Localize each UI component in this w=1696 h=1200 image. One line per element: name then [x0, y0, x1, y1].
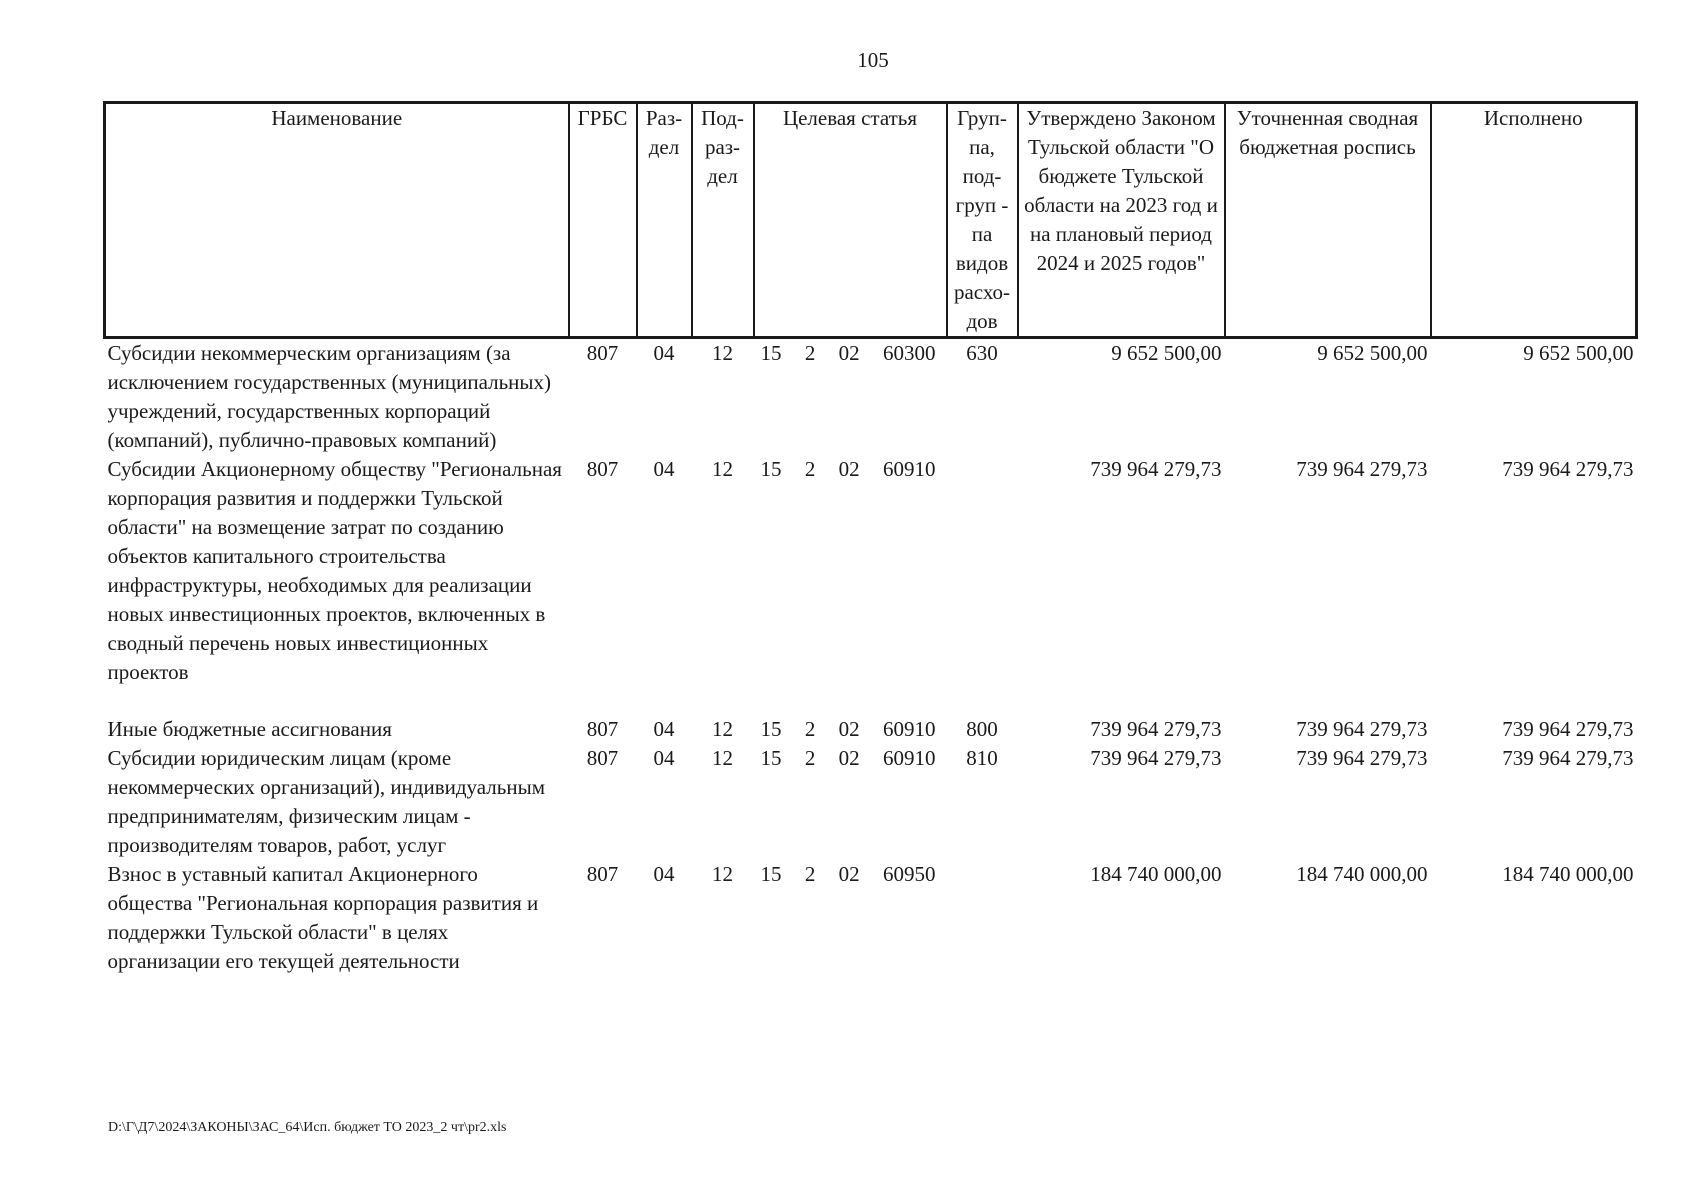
row-grbs: 807	[586, 717, 619, 741]
row-approved: 9 652 500,00	[1111, 341, 1222, 365]
row-target-article	[754, 744, 947, 860]
row-target-article	[754, 455, 947, 687]
header-grbs: ГРБС	[569, 103, 637, 338]
target-article-cs3: 02	[838, 746, 860, 770]
table-row	[105, 687, 1637, 744]
row-group	[947, 860, 1018, 976]
target-article-cs2: 2	[804, 746, 816, 770]
row-executed: 739 964 279,73	[1502, 746, 1634, 770]
file-path-footer: D:\Г\Д7\2024\ЗАКОНЫ\ЗАС_64\Исп. бюджет ТО 2023_2 чт\pr2.xls	[108, 1120, 507, 1135]
row-podrazdel: 12	[712, 862, 733, 886]
table-row	[105, 338, 1637, 456]
target-article-cs4: 60950	[882, 862, 936, 886]
target-article-cs2: 2	[804, 341, 816, 365]
row-refined: 739 964 279,73	[1296, 717, 1428, 741]
row-grbs: 807	[586, 746, 619, 770]
header-approved: Утверждено Законом Тульской области "О бюджете Тульской области на 2023 год и на плановый период 2024 и 2025 годов"	[1018, 103, 1225, 338]
target-article-cs1: 15	[760, 457, 782, 481]
row-target-article	[754, 338, 947, 456]
row-razdel: 04	[653, 862, 675, 886]
table-body	[105, 338, 1637, 977]
page-number: 105	[857, 48, 889, 72]
row-razdel: 04	[653, 457, 675, 481]
row-razdel: 04	[653, 341, 675, 365]
row-executed: 184 740 000,00	[1502, 862, 1634, 886]
row-name: Субсидии некоммерческим организациям (за исключением государственных (муниципальных) учреждений, государственных корпораций (компаний), публично-правовых компаний)	[107, 341, 552, 452]
row-group: 800	[966, 717, 998, 741]
row-name: Иные бюджетные ассигнования	[107, 717, 392, 741]
target-article-cs1: 15	[760, 341, 782, 365]
row-razdel: 04	[653, 746, 675, 770]
row-refined: 184 740 000,00	[1296, 862, 1428, 886]
table-row	[105, 860, 1637, 976]
row-name: Субсидии юридическим лицам (кроме некоммерческих организаций), индивидуальным предпринимателям, физическим лицам - производителям товаров, работ, услуг	[107, 746, 545, 857]
header-executed: Исполнено	[1431, 103, 1637, 338]
row-podrazdel: 12	[712, 717, 733, 741]
row-target-article	[754, 687, 947, 744]
target-article-cs2: 2	[804, 717, 816, 741]
row-group: 810	[966, 746, 998, 770]
target-article-cs1: 15	[760, 746, 782, 770]
target-article-cs3: 02	[838, 717, 860, 741]
header-group: Груп- па, под- груп - па видов расхо- дов	[947, 103, 1018, 338]
header-name: Наименование	[105, 103, 569, 338]
row-approved: 739 964 279,73	[1090, 746, 1222, 770]
target-article-cs2: 2	[804, 862, 816, 886]
budget-table	[103, 101, 1638, 976]
row-name: Субсидии Акционерному обществу "Региональная корпорация развития и поддержки Тульской области" на возмещение затрат по созданию объектов капитального строительства инфраструктуры, необходимых для реализации новых инвестиционных проектов, включенных в сводный перечень новых инвестиционных проектов	[107, 457, 562, 684]
target-article-cs4: 60910	[882, 457, 936, 481]
row-grbs: 807	[586, 341, 619, 365]
target-article-cs3: 02	[838, 341, 860, 365]
row-group: 630	[966, 341, 998, 365]
target-article-cs2: 2	[804, 457, 816, 481]
table-header	[105, 103, 1637, 338]
row-name: Взнос в уставный капитал Акционерного общества "Региональная корпорация развития и поддержки Тульской области" в целях организации его текущей деятельности	[107, 862, 539, 973]
row-executed: 739 964 279,73	[1502, 717, 1634, 741]
table-row	[105, 744, 1637, 860]
target-article-cs3: 02	[838, 457, 860, 481]
target-article-cs4: 60300	[882, 341, 936, 365]
row-target-article	[754, 860, 947, 976]
row-podrazdel: 12	[712, 746, 733, 770]
target-article-cs4: 60910	[882, 717, 936, 741]
row-grbs: 807	[586, 457, 619, 481]
row-approved: 739 964 279,73	[1090, 717, 1222, 741]
row-grbs: 807	[586, 862, 619, 886]
row-refined: 739 964 279,73	[1296, 457, 1428, 481]
header-target: Целевая статья	[754, 103, 947, 338]
row-podrazdel: 12	[712, 341, 733, 365]
row-razdel: 04	[653, 717, 675, 741]
target-article-cs1: 15	[760, 862, 782, 886]
row-refined: 9 652 500,00	[1317, 341, 1428, 365]
header-refined: Уточненная сводная бюджетная роспись	[1225, 103, 1431, 338]
header-razdel: Раз- дел	[637, 103, 692, 338]
row-executed: 9 652 500,00	[1523, 341, 1634, 365]
target-article-cs4: 60910	[882, 746, 936, 770]
row-executed: 739 964 279,73	[1502, 457, 1634, 481]
row-approved: 184 740 000,00	[1090, 862, 1222, 886]
row-refined: 739 964 279,73	[1296, 746, 1428, 770]
table-row	[105, 455, 1637, 687]
row-podrazdel: 12	[712, 457, 733, 481]
target-article-cs1: 15	[760, 717, 782, 741]
header-podrazdel: Под- раз- дел	[692, 103, 754, 338]
row-approved: 739 964 279,73	[1090, 457, 1222, 481]
target-article-cs3: 02	[838, 862, 860, 886]
row-group	[947, 455, 1018, 687]
